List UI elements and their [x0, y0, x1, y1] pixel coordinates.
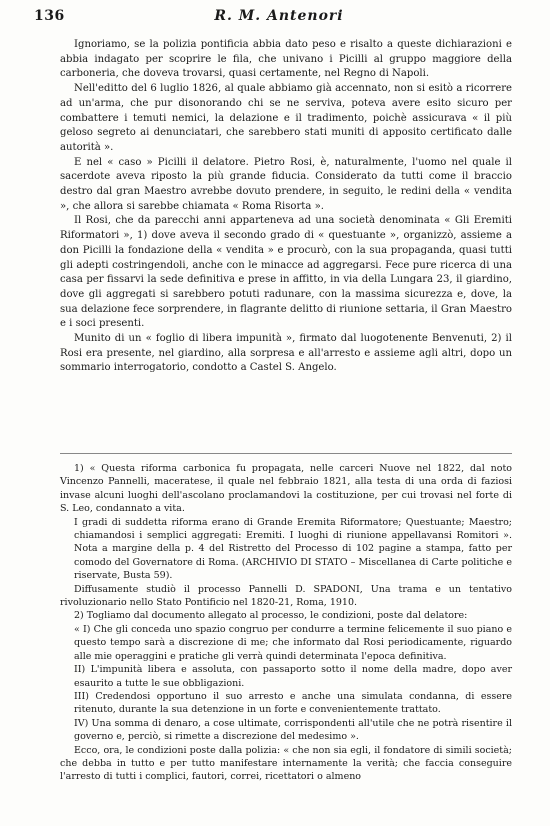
running-head: R. M. Antenori	[214, 8, 344, 24]
page-number: 136	[34, 8, 65, 24]
footnote: 2) Togliamo dal documento allegato al processo, le condizioni, poste dal delatore:	[74, 610, 468, 622]
body-paragraph: Munito di un « foglio di libera impunità », firmato dal luogotenente Benvenuti, 2) il Rosi era presente, nel giardino, alla sorpresa e all'arresto e assieme agli altri, dopo un sommario interrogatorio, condotto a Castel S. Angelo.	[60, 333, 512, 374]
footnote-list-item: III) Credendosi opportuno il suo arresto e anche una simulata condanna, di essere ritenuto, durante la sua detenzione in un forte e convenientemente trattato.	[74, 690, 512, 716]
body-paragraph: Il Rosi, che da parecchi anni apparteneva ad una società denominata « Gli Eremiti Riformatori », 1) dove aveva il secondo grado di « questuante », organizzò, assieme a don Picilli la fondazione della « vendita » e procurò, con la sua propaganda, quasi tutti gli adepti costringendoli, anche con le minacce ad aggregarsi. Fece pure ricerca di una casa per fissarvi la sede definitiva e prese in affitto, in via della Lungara 23, il giardino, dove gli aggregati si sarebbero potuti radunare, con la massima sicurezza e, dove, la sua delazione fece sorprendere, in flagrante delitto di riunione settaria, il Gran Maestro e i soci presenti.	[60, 215, 512, 330]
page-header	[34, 8, 524, 30]
body-text	[60, 38, 512, 376]
footnote: I gradi di suddetta riforma erano di Grande Eremita Riformatore; Questuante; Maestro; chiamandosi i semplici aggregati: Eremiti. I luoghi di riunione appellavansi Romitori ». Nota a margine della p. 4 del Ristretto del Processo di 102 pagine a stampa, fatto per comodo del Governatore di Roma. (ARCHIVIO DI STATO – Miscellanea di Carte politiche e riservate, Busta 59).	[74, 516, 512, 582]
footnote-list-item: IV) Una somma di denaro, a cose ultimate, corrispondenti all'utile che ne potrà risentire il governo e, perciò, si rimette a discrezione del medesimo ».	[74, 717, 512, 743]
body-paragraph: Ignoriamo, se la polizia pontificia abbia dato peso e risalto a queste dichiarazioni e abbia indagato per scoprire le fila, che univano i Picilli al gruppo maggiore della carboneria, che doveva trovarsi, quasi certamente, nel Regno di Napoli.	[60, 39, 512, 80]
footnote: Ecco, ora, le condizioni poste dalla polizia: « che non sia egli, il fondatore di simili società; che debba in tutto e per tutto manifestare internamente la verità; che faccia conseguire l'arresto di tutti i complici, fautori, correi, ricettatori o almeno	[60, 744, 512, 783]
footnote-list-item: « I) Che gli conceda uno spazio congruo per condurre a termine felicemente il suo piano e questo tempo sarà a discrezione di me; che informato dal Rosi periodicamente, riguardo alle mie operaggini e pratiche gli verrà quindi determinata l'epoca definitiva.	[74, 623, 512, 662]
footnotes	[60, 462, 512, 784]
footnote: 1) « Questa riforma carbonica fu propagata, nelle carceri Nuove nel 1822, dal noto Vincenzo Pannelli, maceratese, il quale nel febbraio 1821, alla testa di una orda di faziosi invase alcuni luoghi dell'ascolano proclamandovi la costituzione, per cui trovasi nel forte di S. Leo, condannato a vita.	[60, 463, 512, 515]
footnote: Diffusamente studiò il processo Pannelli D. SPADONI, Una trama e un tentativo rivoluzionario nello Stato Pontificio nel 1820-21, Roma, 1910.	[60, 583, 512, 609]
body-paragraph: Nell'editto del 6 luglio 1826, al quale abbiamo già accennato, non si esitò a ricorrere ad un'arma, che pur disonorando chi se ne serviva, poteva avere esito sicuro per combattere i temuti nemici, la delazione e il tradimento, poichè assicurava « il più geloso segreto ai denunciatari, che sarebbero stati muniti di apposito certificato dalle autorità ».	[60, 83, 512, 153]
footnote-list-item: II) L'impunità libera e assoluta, con passaporto sotto il nome della madre, dopo aver esaurito a tutte le sue obbligazioni.	[74, 664, 512, 689]
footnote-divider	[60, 453, 512, 454]
body-paragraph: E nel « caso » Picilli il delatore. Pietro Rosi, è, naturalmente, l'uomo nel quale il sacerdote aveva riposto la più grande fiducia. Considerato da tutti come il braccio destro dal gran Maestro avrebbe dovuto prendere, in seguito, le redini della « vendita », che allora si sarebbe chiamata « Roma Risorta ».	[60, 156, 512, 212]
